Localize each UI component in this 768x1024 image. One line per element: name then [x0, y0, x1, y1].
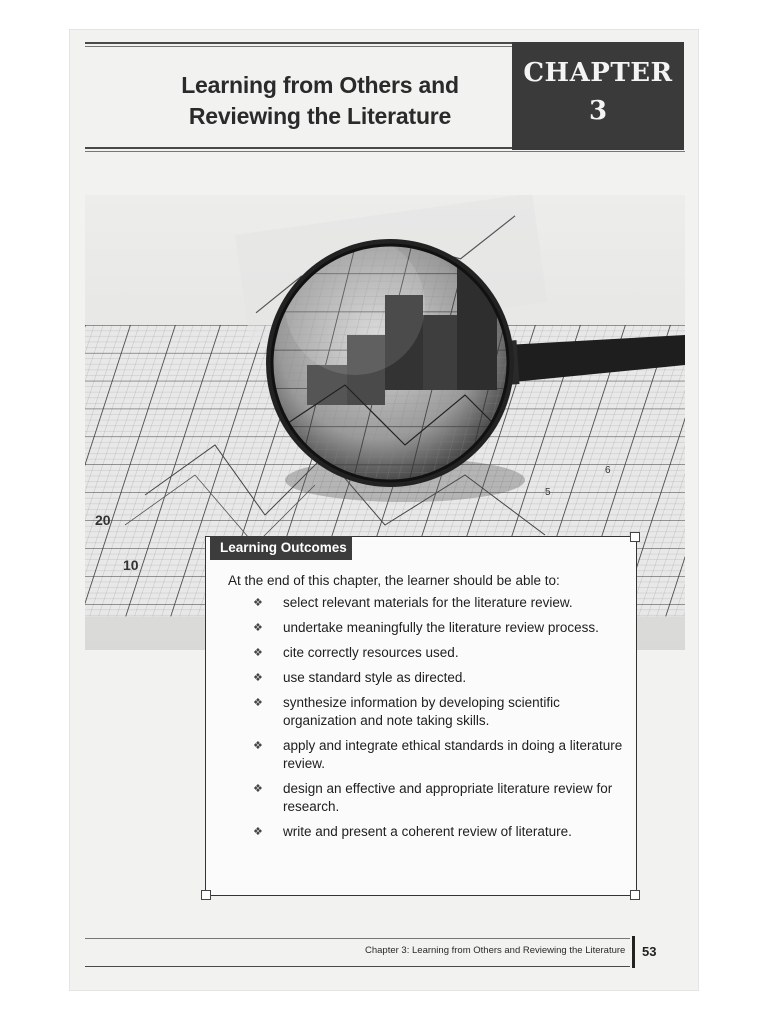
diamond-bullet-icon: ❖: [253, 740, 263, 752]
chapter-number: 3: [588, 96, 608, 126]
box-corner-bl: [201, 890, 211, 900]
chapter-title: [150, 70, 490, 132]
list-item: ❖ select relevant materials for the literature review.: [253, 595, 573, 610]
header-bottom-rule-thin: [85, 151, 685, 152]
diamond-bullet-icon: ❖: [253, 672, 263, 684]
chapter-title-line2: Reviewing the Literature: [188, 103, 452, 129]
axis-label-20: 20: [95, 512, 111, 528]
chapter-label: CHAPTER: [523, 58, 673, 88]
diamond-bullet-icon: ❖: [253, 622, 263, 634]
footer-top-rule: [85, 938, 630, 939]
diamond-bullet-icon: ❖: [253, 826, 263, 838]
footer-divider: [632, 936, 635, 968]
axis-label-5: 5: [545, 487, 551, 498]
header-bottom-rule: [85, 147, 515, 149]
axis-label-6: 6: [605, 465, 611, 476]
list-item: ❖ cite correctly resources used.: [253, 645, 459, 660]
page-number: 53: [642, 944, 657, 959]
header-top-rule-thin: [85, 46, 513, 47]
list-item: ❖ apply and integrate ethical standards in doing a literature review.: [253, 738, 623, 771]
running-footer: Chapter 3: Learning from Others and Reviewing the Literature: [365, 945, 626, 956]
outcomes-intro: At the end of this chapter, the learner should be able to:: [228, 573, 560, 588]
box-corner-tr: [630, 532, 640, 542]
header-top-rule: [85, 42, 513, 44]
diamond-bullet-icon: ❖: [253, 783, 263, 795]
outcomes-list: [253, 594, 623, 848]
footer-bottom-rule: [85, 966, 630, 967]
list-item: ❖ use standard style as directed.: [253, 670, 467, 685]
box-corner-br: [630, 890, 640, 900]
chapter-title-line1: Learning from Others and: [181, 72, 459, 98]
chapter-badge: [512, 42, 684, 150]
diamond-bullet-icon: ❖: [253, 697, 263, 709]
diamond-bullet-icon: ❖: [253, 647, 263, 659]
axis-label-10: 10: [123, 557, 139, 573]
list-item: ❖ synthesize information by developing scientific organization and note taking skills.: [253, 695, 560, 728]
learning-outcomes-heading: Learning Outcomes: [210, 536, 352, 560]
diamond-bullet-icon: ❖: [253, 597, 263, 609]
list-item: ❖ write and present a coherent review of literature.: [253, 824, 572, 839]
list-item: ❖ undertake meaningfully the literature review process.: [253, 620, 599, 635]
list-item: ❖ design an effective and appropriate literature review for research.: [253, 781, 613, 814]
